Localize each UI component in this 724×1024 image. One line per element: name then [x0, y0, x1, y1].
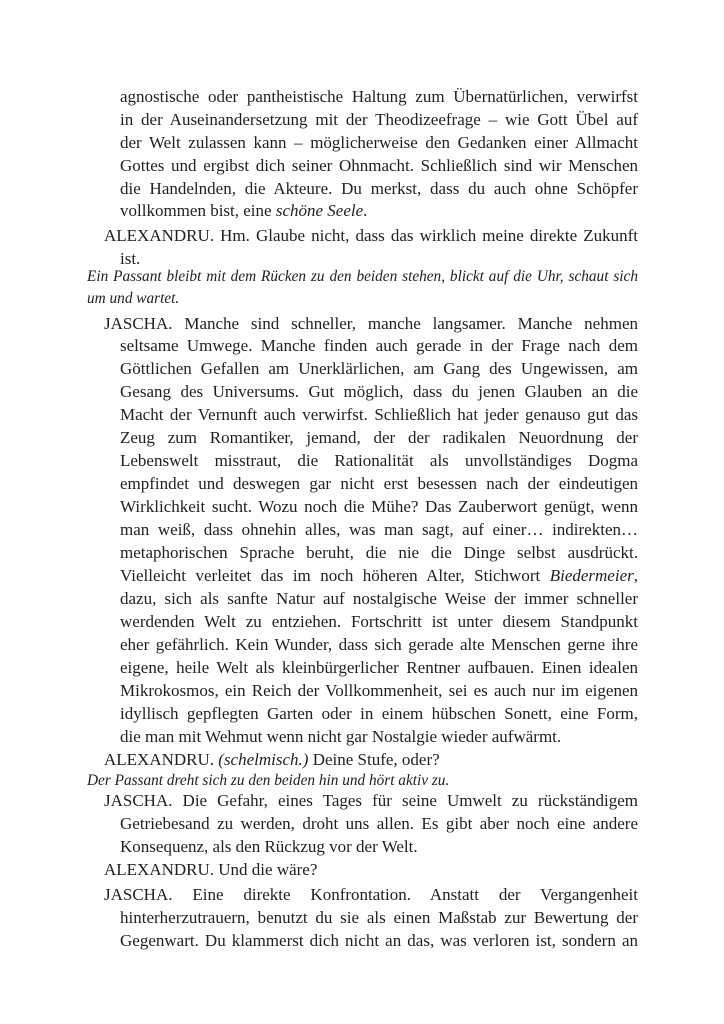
text-segment: ist. — [120, 249, 141, 268]
dialogue-text-line — [120, 496, 638, 518]
text-segment: Konsequenz, als den Rückzug vor der Welt. — [120, 837, 418, 856]
text-segment: empfindet und deswegen gar nicht erst besessen nach der eindeutigen — [120, 474, 638, 493]
dialogue-speaker-line — [104, 749, 638, 771]
text-segment: JASCHA. Manche sind schneller, manche langsamer. Manche nehmen — [104, 314, 638, 333]
dialogue-text-line — [120, 588, 638, 610]
text-segment: dazu, sich als sanfte Natur auf nostalgische Weise der immer schneller — [120, 589, 638, 608]
dialogue-text-line — [120, 726, 638, 748]
dialogue-text-line — [120, 930, 638, 952]
dialogue-text-line — [120, 565, 638, 587]
text-segment: ALEXANDRU. Und die wäre? — [104, 860, 318, 879]
italic-text: schöne Seele — [275, 201, 364, 220]
dialogue-text-line — [120, 427, 638, 449]
dialogue-text-line — [120, 519, 638, 541]
text-segment: Ein Passant bleibt mit dem Rücken zu den beiden stehen, blickt auf die Uhr, schaut sich — [87, 268, 638, 285]
text-segment: Göttlichen Gefallen am Unerklärlichen, am Gang des Ungewissen, am — [120, 359, 638, 378]
dialogue-text-line — [120, 178, 638, 200]
text-segment: ALEXANDRU. Hm. Glaube nicht, dass das wirklich meine direkte Zukunft — [104, 226, 638, 245]
text-segment: vollkommen bist, eine — [120, 201, 276, 220]
dialogue-text-line — [120, 381, 638, 403]
text-segment: eher gefährlich. Kein Wunder, dass sich gerade alte Menschen gerne ihre — [120, 635, 638, 654]
text-segment: agnostische oder pantheistische Haltung zum Übernatürlichen, verwirfst — [120, 87, 638, 106]
text-segment: metaphorischen Sprache beruht, die nie die Dinge selbst ausdrückt. — [120, 543, 638, 562]
text-segment: die Handelnden, die Akteure. Du merkst, dass du auch ohne Schöpfer — [120, 179, 638, 198]
stage-direction-line — [87, 266, 638, 288]
text-segment: . — [363, 201, 368, 220]
text-segment: in der Auseinandersetzung mit der Theodizeefrage – wie Gott Übel auf — [120, 110, 638, 129]
dialogue-text-line — [120, 358, 638, 380]
text-segment: man weiß, dass ohnehin alles, was man sagt, auf einer… indirekten… — [120, 520, 638, 539]
text-segment: Gegenwart. Du klammerst dich nicht an das, was verloren ist, sondern an — [120, 931, 638, 950]
text-segment: werdenden Welt zu entziehen. Fortschritt ist unter diesem Standpunkt — [120, 612, 638, 631]
text-segment: Macht der Vernunft auch verwirfst. Schließlich hat jeder genauso gut das — [120, 405, 638, 424]
text-segment: Lebenswelt misstraut, die Rationalität als unvollständiges Dogma — [120, 451, 638, 470]
text-segment: hinterherzutrauern, benutzt du sie als einen Maßstab zur Bewertung der — [120, 908, 638, 927]
dialogue-speaker-line — [104, 884, 638, 906]
dialogue-text-line — [120, 200, 638, 222]
text-segment: idyllisch gepflegten Garten oder in einem hübschen Sonett, eine Form, — [120, 704, 638, 723]
dialogue-text-line — [120, 657, 638, 679]
dialogue-text-line — [120, 155, 638, 177]
dialogue-text-line — [120, 703, 638, 725]
dialogue-text-line — [120, 335, 638, 357]
dialogue-text-line — [120, 813, 638, 835]
dialogue-text-line — [120, 132, 638, 154]
italic-text: (schelmisch.) — [218, 750, 309, 769]
text-segment: um und wartet. — [87, 290, 180, 307]
dialogue-text-line — [120, 450, 638, 472]
text-segment: , — [633, 566, 638, 585]
stage-direction-line — [87, 288, 638, 310]
dialogue-text-line — [120, 86, 638, 108]
text-segment: ALEXANDRU. — [104, 750, 219, 769]
text-segment: JASCHA. Die Gefahr, eines Tages für seine Umwelt zu rückständigem — [104, 791, 638, 810]
text-segment: der Welt zulassen kann – möglicherweise den Gedanken einer Allmacht — [120, 133, 638, 152]
stage-direction-line — [87, 770, 638, 792]
text-segment: JASCHA. Eine direkte Konfrontation. Anstatt der Vergangenheit — [104, 885, 638, 904]
text-segment: Wirklichkeit sucht. Wozu noch die Mühe? Das Zauberwort genügt, wenn — [120, 497, 638, 516]
text-segment: eigene, heile Welt als kleinbürgerlicher Rentner aufbauen. Einen idealen — [120, 658, 638, 677]
text-segment: Gottes und ergibst dich seiner Ohnmacht. Schließlich sind wir Menschen — [120, 156, 638, 175]
text-segment: Zeug zum Romantiker, jemand, der der radikalen Neuordnung der — [120, 428, 638, 447]
text-segment: Der Passant dreht sich zu den beiden hin und hört aktiv zu. — [87, 772, 450, 789]
text-segment: Vielleicht verleitet das im noch höheren Alter, Stichwort — [120, 566, 550, 585]
dialogue-text-line — [120, 634, 638, 656]
dialogue-text-line — [120, 611, 638, 633]
dialogue-text-line — [120, 836, 638, 858]
text-segment: Deine Stufe, oder? — [308, 750, 440, 769]
italic-text: Biedermeier — [549, 566, 634, 585]
dialogue-text-line — [120, 680, 638, 702]
text-segment: Gesang des Universums. Gut möglich, dass du jenen Glauben an die — [120, 382, 638, 401]
text-segment: seltsame Umwege. Manche finden auch gerade in der Frage nach dem — [120, 336, 638, 355]
dialogue-text-line — [120, 473, 638, 495]
dialogue-speaker-line — [104, 313, 638, 335]
dialogue-speaker-line — [104, 859, 638, 881]
dialogue-text-line — [120, 109, 638, 131]
text-segment: die man mit Wehmut wenn nicht gar Nostalgie wieder aufwärmt. — [120, 727, 562, 746]
dialogue-speaker-line — [104, 225, 638, 247]
dialogue-text-line — [120, 907, 638, 929]
dialogue-text-line — [120, 542, 638, 564]
text-segment: Getriebesand zu werden, droht uns allen. Es gibt aber noch eine andere — [120, 814, 638, 833]
dialogue-text-line — [120, 404, 638, 426]
dialogue-speaker-line — [104, 790, 638, 812]
text-segment: Mikrokosmos, ein Reich der Vollkommenheit, sei es auch nur im eigenen — [120, 681, 638, 700]
